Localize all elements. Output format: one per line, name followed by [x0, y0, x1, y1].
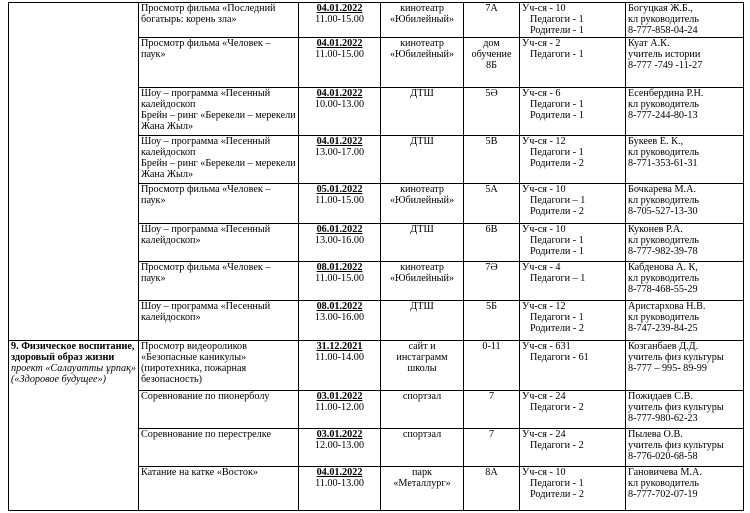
date-cell	[299, 135, 381, 183]
participants-line: Уч-ся - 631	[522, 340, 571, 352]
responsible-line: Куат А.К.	[628, 37, 670, 49]
date-cell	[299, 37, 381, 87]
participants-cell	[520, 3, 626, 38]
grade-cell	[464, 37, 520, 87]
event-time: 12.00-13.00	[314, 439, 365, 451]
participants-line: Уч-ся - 12	[522, 300, 566, 312]
date-cell	[299, 390, 381, 428]
date-cell	[299, 466, 381, 510]
event-date: 05.01.2022	[316, 183, 363, 195]
grade-cell	[464, 340, 520, 390]
responsible-cell	[626, 183, 744, 223]
participants-cell	[520, 428, 626, 466]
responsible-cell	[626, 300, 744, 340]
participants-cell	[520, 183, 626, 223]
activity-cell	[139, 428, 299, 466]
participants-line: Родители - 2	[530, 489, 584, 501]
participants-line	[522, 413, 623, 424]
activity-line: Шоу – программа «Песенный калейдоскоп	[141, 135, 271, 158]
activity-cell	[139, 261, 299, 300]
responsible-line: Пожидаев С.В.	[628, 390, 693, 402]
activity-line: Просмотр видеороликов «Безопасные каникулы» (пиротехника, пожарная безопасность)	[141, 340, 247, 386]
responsible-line: Есенбердина Р.Н.	[628, 87, 704, 99]
place-line: ДТШ	[410, 87, 434, 99]
date-cell	[299, 3, 381, 38]
participants-line: Родители - 2	[530, 206, 584, 218]
grade-cell	[464, 135, 520, 183]
participants-line: Педагоги – 1	[530, 194, 586, 206]
activity-line: Просмотр фильма «Последний богатырь: корень зла»	[141, 3, 276, 26]
activity-line: Просмотр фильма «Человек – паук»	[141, 261, 271, 284]
participants-line: Уч-ся - 24	[522, 428, 566, 440]
responsible-line: Гановичева М.А.	[628, 466, 702, 478]
table-row	[9, 3, 744, 38]
place-line: «Юбилейный»	[389, 272, 455, 284]
grade-cell	[464, 3, 520, 38]
grade-line: 8Б	[486, 60, 497, 72]
place-line: «Металлург»	[393, 477, 451, 489]
section-project: проект «Салауатты ұрпақ» («Здоровое будущее»)	[11, 363, 136, 386]
grade-line: 5Б	[486, 300, 497, 312]
activity-line: Брейн – ринг «Берекели – мерекели Жана Жыл»	[141, 158, 296, 181]
grade-line: 8А	[485, 466, 498, 478]
responsible-line: Кабденова А. К,	[628, 261, 698, 273]
table-row	[9, 340, 744, 390]
date-cell	[299, 340, 381, 390]
participants-line: Педагоги - 1	[530, 14, 584, 26]
place-cell	[381, 135, 464, 183]
date-cell	[299, 87, 381, 135]
responsible-cell	[626, 37, 744, 87]
section-title: 9. Физическое воспитание, здоровый образ жизни	[11, 340, 135, 363]
event-time: 11.00-15.00	[315, 194, 364, 206]
event-time: 11.00-14.00	[315, 351, 364, 363]
grade-line: дом	[483, 37, 500, 49]
event-date: 04.01.2022	[316, 37, 363, 49]
activity-line: Просмотр фильма «Человек – паук»	[141, 183, 271, 206]
place-line: ДТШ	[410, 223, 434, 235]
participants-line: Уч-ся - 24	[522, 390, 566, 402]
place-line: кинотеатр	[400, 261, 444, 273]
event-date: 03.01.2022	[316, 390, 363, 402]
responsible-line: учитель физ культуры	[628, 351, 724, 363]
grade-line: 7Ә	[485, 261, 498, 273]
participants-line	[522, 284, 623, 295]
participants-line: Родители - 2	[530, 323, 584, 335]
participants-line: Уч-ся - 6	[522, 87, 561, 99]
event-time: 13.00-16.00	[314, 311, 365, 323]
activity-cell	[139, 300, 299, 340]
grade-line: 5Ә	[485, 87, 498, 99]
date-cell	[299, 183, 381, 223]
activity-cell	[139, 223, 299, 261]
section-cell-empty	[9, 3, 139, 341]
activity-line: Брейн – ринг «Берекели – мерекели Жана Жыл»	[141, 110, 296, 133]
grade-cell	[464, 390, 520, 428]
place-cell	[381, 261, 464, 300]
participants-line	[522, 363, 623, 374]
responsible-line: кл руководитель	[628, 146, 700, 158]
responsible-cell	[626, 3, 744, 38]
participants-cell	[520, 87, 626, 135]
place-line: «Юбилейный»	[389, 14, 455, 26]
responsible-line: 8-776-020-68-58	[628, 451, 698, 463]
participants-line: Уч-ся - 10	[522, 223, 566, 235]
participants-cell	[520, 390, 626, 428]
event-time: 11.00-15.00	[315, 272, 364, 284]
responsible-line: 8-777-982-39-78	[628, 246, 698, 258]
grade-line: 5В	[485, 135, 498, 147]
place-cell	[381, 340, 464, 390]
responsible-line: Букеев Е. К.,	[628, 135, 683, 147]
responsible-line: учитель истории	[628, 48, 701, 60]
activity-cell	[139, 183, 299, 223]
place-line: «Юбилейный»	[389, 48, 455, 60]
grade-cell	[464, 466, 520, 510]
participants-line: Уч-ся - 12	[522, 135, 566, 147]
participants-cell	[520, 223, 626, 261]
place-cell	[381, 3, 464, 38]
activity-cell	[139, 340, 299, 390]
participants-line: Педагоги - 1	[530, 146, 584, 158]
activity-cell	[139, 87, 299, 135]
participants-line: Педагоги - 1	[530, 234, 584, 246]
place-line: ДТШ	[410, 135, 434, 147]
responsible-line: кл руководитель	[628, 98, 700, 110]
participants-line: Педагоги – 1	[530, 272, 586, 284]
participants-line: Уч-ся - 10	[522, 183, 566, 195]
event-time: 11.00-13.00	[315, 477, 364, 489]
grade-cell	[464, 300, 520, 340]
responsible-line: 8-777-244-80-13	[628, 110, 698, 122]
event-date: 31.12.2021	[316, 340, 363, 352]
activity-cell	[139, 3, 299, 38]
responsible-line: 8-777-858-04-24	[628, 25, 698, 37]
participants-cell	[520, 37, 626, 87]
participants-cell	[520, 300, 626, 340]
participants-line: Уч-ся - 10	[522, 3, 566, 14]
grade-cell	[464, 87, 520, 135]
participants-cell	[520, 466, 626, 510]
responsible-line: кл руководитель	[628, 14, 700, 26]
responsible-cell	[626, 261, 744, 300]
place-cell	[381, 87, 464, 135]
responsible-line: 8-777 – 995- 89-99	[628, 363, 707, 375]
participants-line: Уч-ся - 10	[522, 466, 566, 478]
participants-line: Педагоги - 1	[530, 98, 584, 110]
participants-line	[522, 451, 623, 462]
activity-line: Шоу – программа «Песенный калейдоскоп»	[141, 300, 271, 323]
event-date: 08.01.2022	[316, 261, 363, 273]
grade-line: 6В	[485, 223, 498, 235]
event-time: 11.00-15.00	[315, 14, 364, 26]
responsible-line: учитель физ культуры	[628, 401, 724, 413]
responsible-cell	[626, 135, 744, 183]
place-line: кинотеатр	[400, 3, 444, 14]
place-line: сайт и	[408, 340, 436, 352]
grade-cell	[464, 183, 520, 223]
activity-cell	[139, 390, 299, 428]
responsible-cell	[626, 428, 744, 466]
participants-line: Родители - 2	[530, 158, 584, 170]
activity-line: Шоу – программа «Песенный калейдоскоп	[141, 87, 271, 110]
responsible-line: Куконев Р.А.	[628, 223, 683, 235]
grade-line: 0-11	[482, 340, 501, 352]
participants-line: Педагоги - 1	[530, 48, 584, 60]
event-date: 04.01.2022	[316, 466, 363, 478]
responsible-line: 8-778-468-55-29	[628, 284, 698, 296]
participants-line: Уч-ся - 2	[522, 37, 561, 49]
responsible-line: Пылева О.В.	[628, 428, 683, 440]
activity-cell	[139, 135, 299, 183]
responsible-cell	[626, 466, 744, 510]
place-line: кинотеатр	[400, 37, 444, 49]
event-date: 04.01.2022	[316, 87, 363, 99]
participants-line	[522, 60, 623, 71]
event-plan-body	[9, 3, 744, 511]
date-cell	[299, 428, 381, 466]
responsible-line: 8-771-353-61-31	[628, 158, 698, 170]
grade-line: обучение	[471, 48, 512, 60]
place-line: ДТШ	[410, 300, 434, 312]
place-cell	[381, 223, 464, 261]
responsible-line: 8-777 -749 -11-27	[628, 60, 703, 72]
participants-cell	[520, 135, 626, 183]
participants-line: Родители - 1	[530, 246, 584, 258]
participants-line: Родители - 1	[530, 110, 584, 122]
place-cell	[381, 183, 464, 223]
responsible-cell	[626, 87, 744, 135]
responsible-line: 8-747-239-84-25	[628, 323, 698, 335]
grade-line: 7	[488, 428, 495, 440]
event-time: 13.00-16.00	[314, 234, 365, 246]
event-time: 11.00-12.00	[315, 401, 364, 413]
participants-cell	[520, 340, 626, 390]
responsible-cell	[626, 390, 744, 428]
responsible-line: Бочкарева М.А.	[628, 183, 696, 195]
event-time: 11.00-15.00	[315, 48, 364, 60]
responsible-line: Аристархова Н.В.	[628, 300, 706, 312]
participants-line: Уч-ся - 4	[522, 261, 561, 273]
place-line: парк	[411, 466, 433, 478]
event-date: 08.01.2022	[316, 300, 363, 312]
place-cell	[381, 300, 464, 340]
section-cell	[9, 340, 139, 510]
participants-line: Педагоги - 61	[530, 351, 589, 363]
responsible-line: учитель физ культуры	[628, 439, 724, 451]
participants-line: Педагоги - 2	[530, 439, 584, 451]
participants-line: Педагоги - 2	[530, 401, 584, 413]
place-line: спортзал	[402, 428, 442, 440]
responsible-line: 8-777-702-07-19	[628, 489, 698, 501]
grade-cell	[464, 223, 520, 261]
activity-cell	[139, 37, 299, 87]
date-cell	[299, 223, 381, 261]
place-cell	[381, 428, 464, 466]
responsible-line: 8-777-980-62-23	[628, 413, 698, 425]
participants-line: Педагоги - 1	[530, 311, 584, 323]
responsible-cell	[626, 223, 744, 261]
date-cell	[299, 261, 381, 300]
event-date: 03.01.2022	[316, 428, 363, 440]
grade-cell	[464, 261, 520, 300]
activity-line: Просмотр фильма «Человек – паук»	[141, 37, 271, 60]
responsible-line: кл руководитель	[628, 477, 700, 489]
place-cell	[381, 466, 464, 510]
event-date: 04.01.2022	[316, 135, 363, 147]
place-line: кинотеатр	[400, 183, 444, 195]
participants-cell	[520, 261, 626, 300]
event-time: 13.00-17.00	[314, 146, 365, 158]
responsible-line: 8-705-527-13-30	[628, 206, 698, 218]
event-time: 10.00-13.00	[314, 98, 365, 110]
date-cell	[299, 300, 381, 340]
responsible-line: кл руководитель	[628, 272, 700, 284]
participants-line: Родители - 1	[530, 25, 584, 37]
event-date: 06.01.2022	[316, 223, 363, 235]
participants-line: Педагоги - 1	[530, 477, 584, 489]
event-date: 04.01.2022	[316, 3, 363, 14]
responsible-cell	[626, 340, 744, 390]
activity-line: Шоу – программа «Песенный калейдоскоп»	[141, 223, 271, 246]
place-line: «Юбилейный»	[389, 194, 455, 206]
grade-cell	[464, 428, 520, 466]
place-cell	[381, 37, 464, 87]
activity-line: Катание на катке «Восток»	[141, 466, 258, 478]
responsible-line: кл руководитель	[628, 311, 700, 323]
responsible-line: кл руководитель	[628, 234, 700, 246]
activity-line: Соревнование по перестрелке	[141, 428, 271, 440]
grade-line: 7	[488, 390, 495, 402]
activity-cell	[139, 466, 299, 510]
grade-line: 5А	[485, 183, 498, 195]
activity-line: Соревнование по пионерболу	[141, 390, 270, 402]
place-line: спортзал	[402, 390, 442, 402]
event-plan-table	[8, 2, 744, 511]
grade-line: 7А	[485, 3, 498, 14]
place-cell	[381, 390, 464, 428]
place-line: инстаграмм	[396, 351, 448, 363]
responsible-line: кл руководитель	[628, 194, 700, 206]
responsible-line: Богуцкая Ж.Б.,	[628, 3, 693, 14]
place-line: школы	[407, 363, 437, 375]
responsible-line: Козганбаев Д.Д.	[628, 340, 699, 352]
